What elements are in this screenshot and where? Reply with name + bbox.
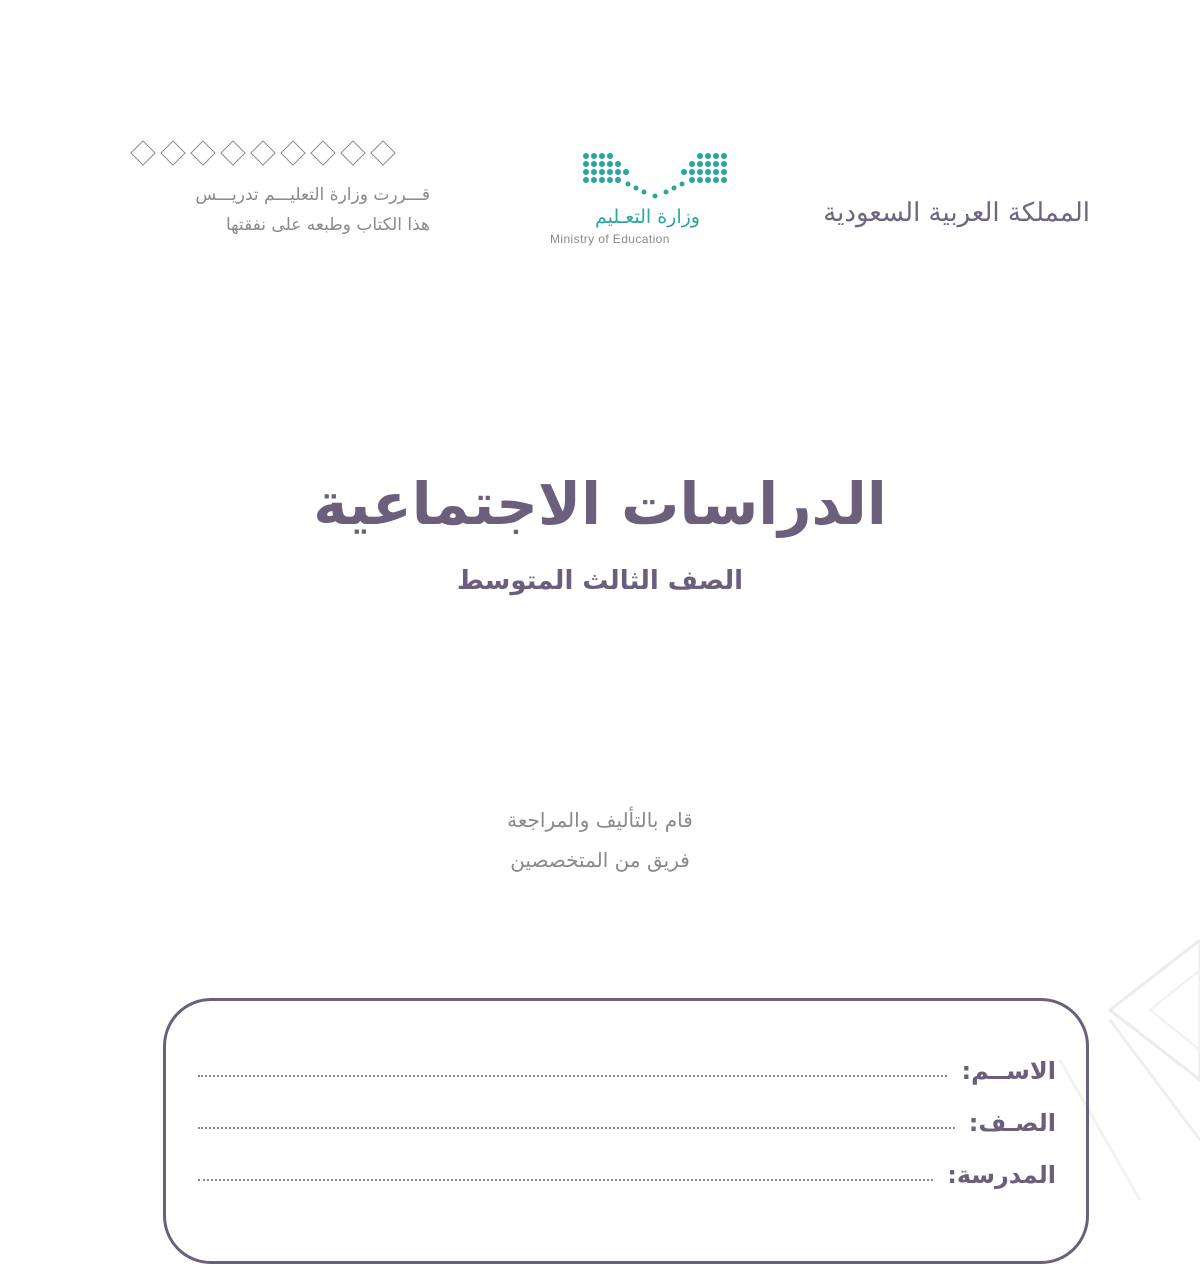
approval-line-2: هذا الكتاب وطبعه على نفقتها	[225, 215, 430, 235]
name-label: الاســم:	[961, 1057, 1056, 1085]
title-block	[0, 470, 1200, 596]
moe-arabic-name: وزارة التعـليم	[594, 206, 700, 228]
saudi-arabia-calligraphy-logo: المملكة العربية السعودية	[823, 198, 1090, 228]
ministry-approval	[130, 140, 430, 240]
class-row	[198, 1097, 1056, 1137]
diamond-ornament-row	[130, 140, 430, 166]
subject-title: الدراسات الاجتماعية	[313, 470, 887, 538]
ministry-of-education-logo	[540, 150, 770, 246]
approval-line-1: قـــررت وزارة التعليـــم تدريـــس	[195, 185, 430, 205]
school-row	[198, 1149, 1056, 1189]
name-row	[198, 1045, 1056, 1085]
diamond-icon	[370, 140, 396, 166]
class-field[interactable]	[198, 1126, 955, 1129]
moe-english-name: Ministry of Education	[550, 232, 670, 246]
diamond-icon	[250, 140, 276, 166]
diamond-icon	[280, 140, 306, 166]
class-label: الصـف:	[968, 1109, 1056, 1137]
cover-header	[130, 140, 1090, 270]
diamond-icon	[220, 140, 246, 166]
diamond-icon	[130, 140, 156, 166]
authors-line-1: قام بالتأليف والمراجعة	[507, 808, 693, 832]
school-label: المدرسة:	[947, 1161, 1056, 1189]
authors-credit	[0, 800, 1200, 880]
moe-dots-icon	[580, 150, 730, 200]
grade-subtitle: الصف الثالث المتوسط	[456, 566, 744, 596]
diamond-icon	[310, 140, 336, 166]
diamond-icon	[190, 140, 216, 166]
student-info-box	[163, 998, 1089, 1264]
authors-line-2: فريق من المتخصصين	[510, 848, 690, 872]
diamond-icon	[340, 140, 366, 166]
diamond-icon	[160, 140, 186, 166]
name-field[interactable]	[198, 1074, 947, 1077]
school-field[interactable]	[198, 1178, 933, 1181]
